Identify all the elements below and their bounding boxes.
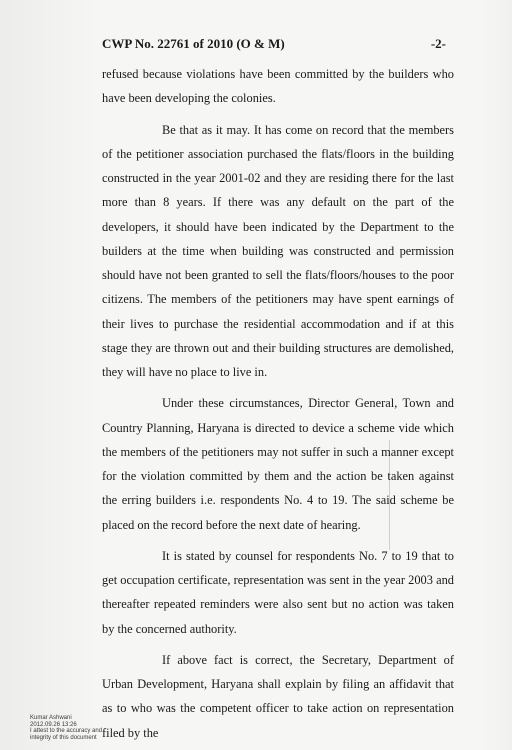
stamp-datetime: 2012.09.26 13:26 (30, 721, 77, 728)
stamp-name: Kumar Ashwani (30, 715, 72, 721)
paragraph-continuation: refused because violations have been committed by the builders who have been developing the colonies. (102, 67, 454, 106)
paragraph-direction: Under these circumstances, Director General, Town and Country Planning, Haryana is directed to device a scheme vide which the members of the petitioners may not suffer in such a manner except for the violation committed by them and the action be taken against the erring builders i.e. respondents No. 4 to 19. The said scheme be placed on the record before the next date of hearing. (102, 396, 454, 532)
page-number: -2- (430, 36, 446, 51)
paragraph-affidavit: If above fact is correct, the Secretary, Department of Urban Development, Haryana shall explain by filing an affidavit that as to who was the competent officer to take action on representation filed by the (102, 652, 454, 740)
paragraph-record: Be that as it may. It has come on record that the members of the petitioner association purchased the flats/floors in the building constructed in the year 2001-02 and they are residing there for the last more than 8 years. If there was any default on the part of the developers, it should have been indicated by the Department to the builders at the time when building was constructed and permission should have not been granted to sell the flats/floors/houses to the poor citizens. The members of the petitioners may have spent earnings of their lives to purchase the residential accommodation and if at this stage they are thrown out and their building structures are demolished, they will have no place to live in. (102, 122, 454, 379)
digital-signature-stamp (30, 715, 102, 741)
paragraph-counsel-statement: It is stated by counsel for respondents No. 7 to 19 that to get occupation certificate, representation was sent in the year 2003 and thereafter repeated reminders were also sent but no action was taken by the concerned authority. (102, 548, 454, 636)
scan-shadow-right (482, 0, 512, 750)
stamp-attest-line-2: integrity of this document (30, 734, 97, 741)
scan-shadow-left (0, 0, 103, 750)
stamp-attest-line-1: I attest to the accuracy and (30, 728, 103, 734)
document-body (102, 62, 454, 745)
case-number: CWP No. 22761 of 2010 (O & M) (102, 36, 285, 51)
